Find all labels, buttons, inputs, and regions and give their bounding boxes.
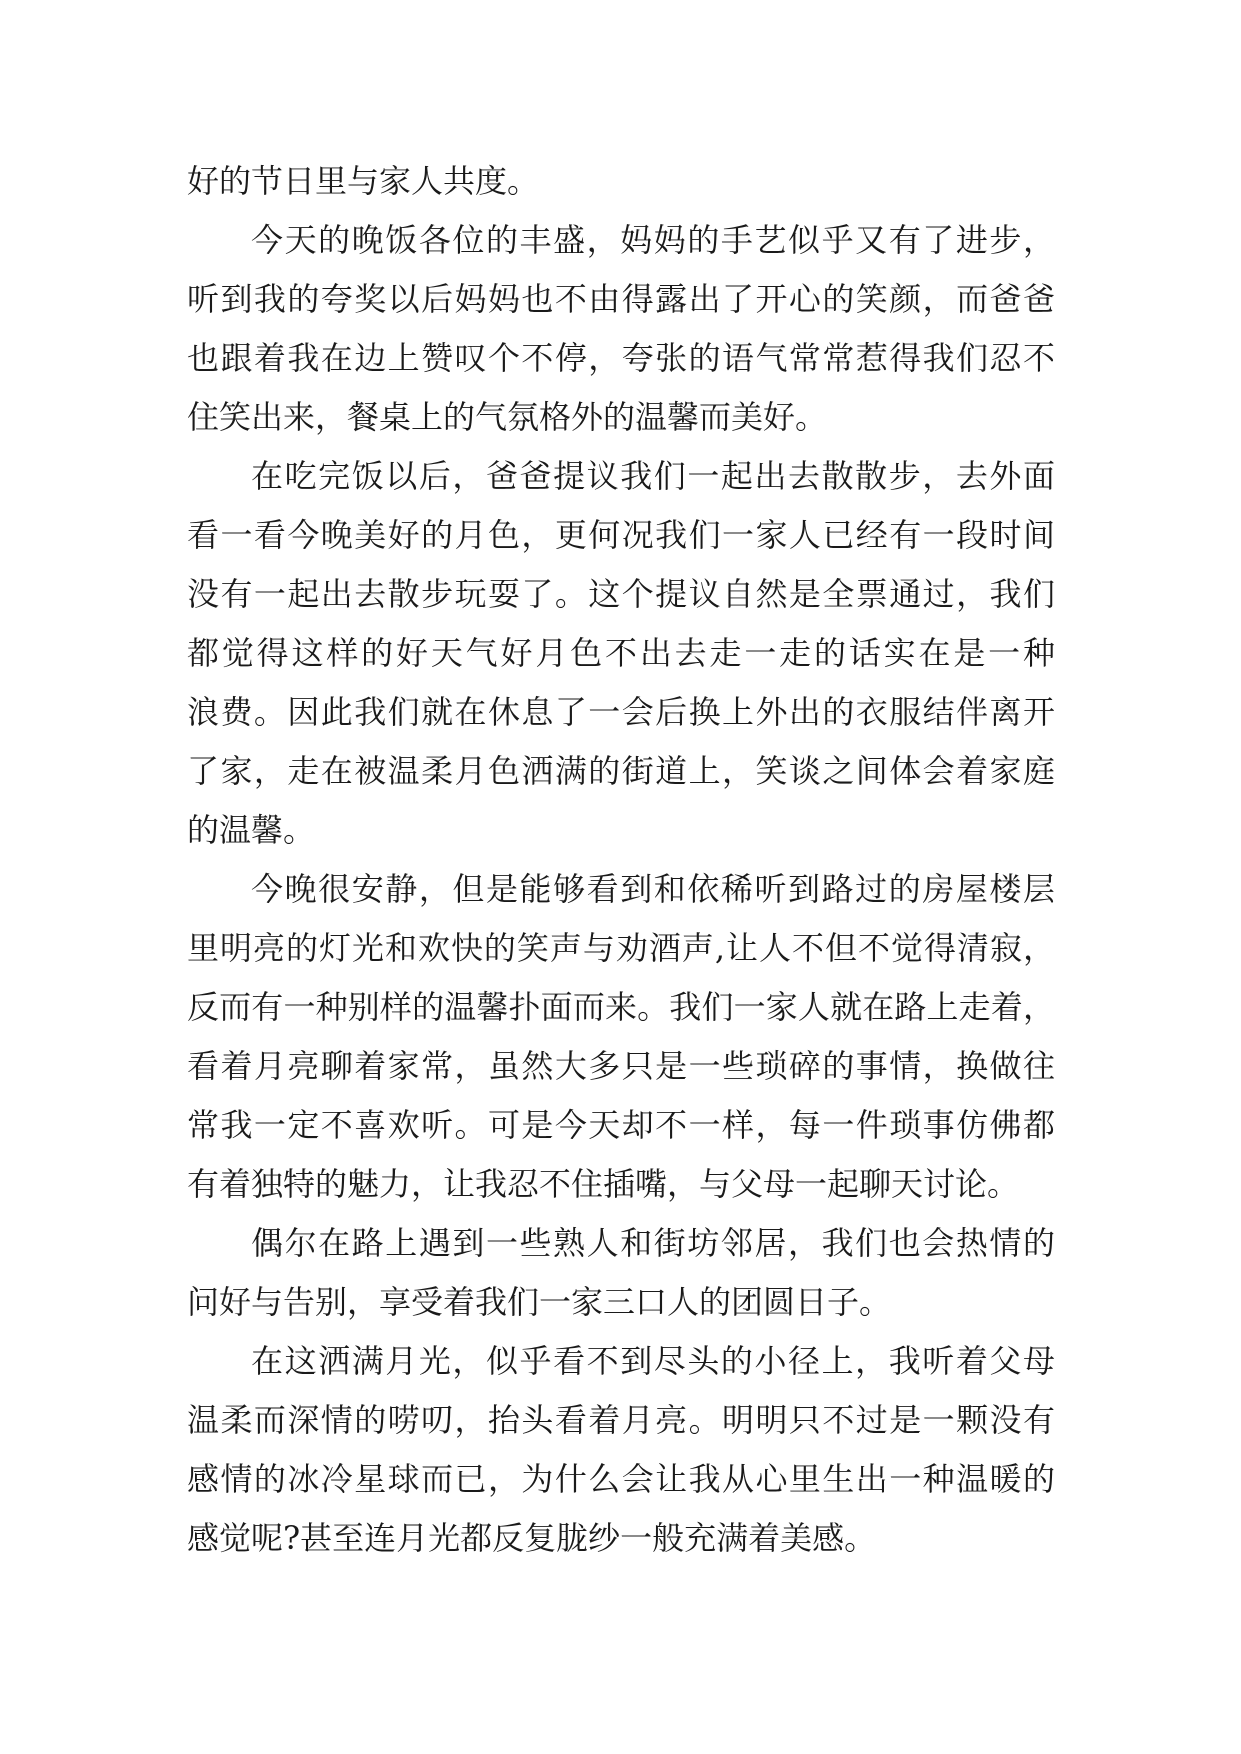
paragraph [187,447,1055,860]
text-line: 的温馨。 [187,811,316,849]
paragraph [187,1332,1055,1568]
paragraph [187,1214,1055,1332]
text-line: 常我一定不喜欢听。可是今天却不一样，每一件琐事仿佛都 [187,1106,1055,1144]
text-line: 都觉得这样的好天气好月色不出去走一走的话实在是一种 [187,634,1055,672]
text-line: 听到我的夸奖以后妈妈也不由得露出了开心的笑颜，而爸爸 [187,280,1055,318]
text-line: 今晚很安静，但是能够看到和依稀听到路过的房屋楼层 [251,870,1055,908]
text-line: 在这洒满月光，似乎看不到尽头的小径上，我听着父母 [251,1342,1055,1380]
text-line: 了家，走在被温柔月色洒满的街道上，笑谈之间体会着家庭 [187,752,1055,790]
text-line: 问好与告别，享受着我们一家三口人的团圆日子。 [187,1283,892,1321]
text-line: 看着月亮聊着家常，虽然大多只是一些琐碎的事情，换做往 [187,1047,1055,1085]
text-line: 感觉呢?甚至连月光都反复胧纱一般充满着美感。 [187,1519,877,1557]
text-line: 好的节日里与家人共度。 [187,162,540,200]
text-line: 住笑出来，餐桌上的气氛格外的温馨而美好。 [187,398,828,436]
text-line: 温柔而深情的唠叨，抬头看着月亮。明明只不过是一颗没有 [187,1401,1055,1439]
paragraph [187,152,1055,211]
text-line: 偶尔在路上遇到一些熟人和街坊邻居，我们也会热情的 [251,1224,1055,1262]
text-line: 看一看今晚美好的月色，更何况我们一家人已经有一段时间 [187,516,1055,554]
text-line: 里明亮的灯光和欢快的笑声与劝酒声,让人不但不觉得清寂， [187,929,1055,967]
text-line: 也跟着我在边上赞叹个不停，夸张的语气常常惹得我们忍不 [187,339,1055,377]
text-line: 在吃完饭以后，爸爸提议我们一起出去散散步，去外面 [251,457,1055,495]
text-line: 反而有一种别样的温馨扑面而来。我们一家人就在路上走着， [187,988,1055,1026]
text-line: 有着独特的魅力，让我忍不住插嘴，与父母一起聊天讨论。 [187,1165,1020,1203]
text-line: 今天的晚饭各位的丰盛，妈妈的手艺似乎又有了进步， [251,221,1055,259]
text-line: 浪费。因此我们就在休息了一会后换上外出的衣服结伴离开 [187,693,1055,731]
document-body [187,152,1055,1568]
paragraph [187,211,1055,447]
text-line: 没有一起出去散步玩耍了。这个提议自然是全票通过，我们 [187,575,1055,613]
text-line: 感情的冰冷星球而已，为什么会让我从心里生出一种温暖的 [187,1460,1055,1498]
paragraph [187,860,1055,1214]
